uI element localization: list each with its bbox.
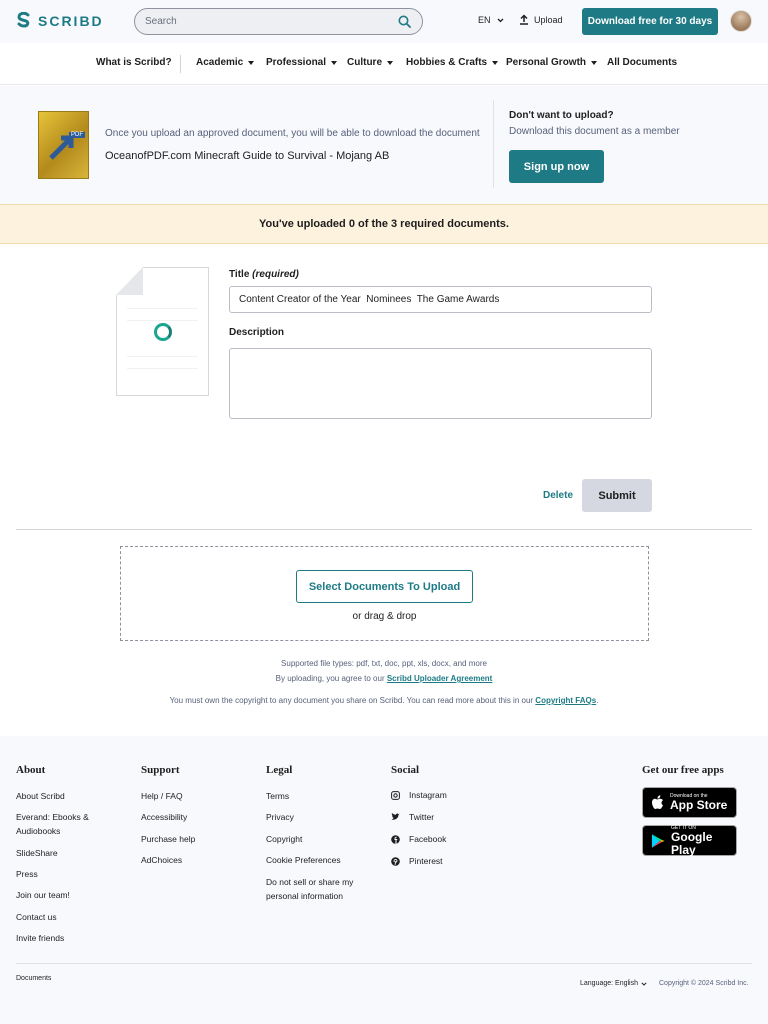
title-label: Title (required) [229, 269, 299, 280]
site-footer [0, 736, 768, 1024]
footer-link-terms[interactable]: Terms [266, 791, 290, 801]
nav-item-what-is-scribd[interactable]: What is Scribd? [96, 57, 172, 68]
description-field[interactable] [229, 348, 652, 419]
google-play-icon [651, 833, 665, 849]
nav-item-all-documents[interactable]: All Documents [607, 57, 678, 68]
top-header [0, 0, 768, 43]
logo-text: SCRIBD [38, 13, 104, 29]
footer-link-adchoices[interactable]: AdChoices [141, 855, 183, 865]
select-documents-button[interactable]: Select Documents To Upload [296, 570, 473, 603]
nav-item-personal-growth[interactable]: Personal Growth [506, 57, 597, 68]
footer-link-facebook[interactable]: Facebook [391, 832, 446, 846]
footer-link-do-not-sell[interactable]: Do not sell or share my personal information [266, 877, 354, 901]
footer-link-purchase-help[interactable]: Purchase help [141, 834, 196, 844]
footer-copyright: Copyright © 2024 Scribd Inc. [659, 980, 749, 987]
upload-link[interactable] [519, 14, 563, 25]
footer-link-everand[interactable]: Everand: Ebooks & Audiobooks [16, 812, 89, 836]
footer-link-invite[interactable]: Invite friends [16, 933, 65, 943]
footer-language-selector[interactable]: Language: English [580, 980, 647, 987]
page-fold [116, 267, 143, 295]
chevron-down-icon [641, 982, 647, 986]
scribd-logo[interactable] [16, 12, 104, 30]
footer-legal-heading: Legal [266, 764, 293, 776]
target-document-title: OceanofPDF.com Minecraft Guide to Survival - Mojang AB [105, 150, 390, 162]
googleplay-small-text: GET IT ON [671, 824, 696, 831]
caret-down-icon [387, 61, 393, 65]
uploader-agreement-note: By uploading, you agree to our Scribd Uploader Agreement [275, 674, 493, 683]
footer-social-heading: Social [391, 764, 420, 776]
caret-down-icon [331, 61, 337, 65]
nav-item-academic[interactable]: Academic [196, 57, 254, 68]
nav-divider [180, 55, 181, 73]
user-avatar[interactable] [730, 10, 752, 32]
pinterest-icon [391, 857, 400, 866]
copyright-note: You must own the copyright to any document you share on Scribd. You can read more about this in our Copyright FAQs. [169, 696, 599, 705]
chevron-down-icon [497, 18, 504, 23]
caret-down-icon [492, 61, 498, 65]
upload-label: Upload [534, 14, 563, 25]
footer-link-help[interactable]: Help / FAQ [141, 791, 183, 801]
appstore-big-text: App Store [670, 798, 728, 812]
document-cover-thumbnail [38, 111, 89, 179]
drag-drop-hint: or drag & drop [352, 611, 417, 622]
footer-link-contact[interactable]: Contact us [16, 912, 57, 922]
google-play-badge[interactable] [642, 825, 737, 856]
nav-item-hobbies-crafts[interactable]: Hobbies & Crafts [406, 57, 498, 68]
copyright-faqs-link[interactable]: Copyright FAQs [535, 696, 597, 705]
footer-apps-heading: Get our free apps [642, 764, 724, 776]
nav-item-culture[interactable]: Culture [347, 57, 393, 68]
twitter-icon [391, 813, 400, 822]
info-divider [493, 100, 494, 188]
download-free-button[interactable]: Download free for 30 days [582, 8, 718, 35]
search-input[interactable] [145, 16, 396, 27]
caret-down-icon [248, 61, 254, 65]
footer-link-instagram[interactable]: Instagram [391, 788, 447, 802]
upload-icon [519, 14, 529, 25]
language-code: EN [478, 15, 491, 25]
footer-link-join-team[interactable]: Join our team! [16, 890, 70, 900]
footer-link-press[interactable]: Press [16, 869, 38, 879]
app-store-badge[interactable] [642, 787, 737, 818]
footer-link-pinterest[interactable]: Pinterest [391, 854, 443, 868]
footer-link-accessibility[interactable]: Accessibility [141, 812, 188, 822]
instagram-icon [391, 791, 400, 800]
language-selector[interactable] [478, 15, 504, 25]
file-drop-zone[interactable] [120, 546, 649, 641]
search-icon[interactable] [396, 14, 412, 30]
title-field[interactable] [229, 286, 652, 313]
footer-divider [16, 963, 752, 964]
footer-about-heading: About [16, 764, 46, 776]
footer-link-about-scribd[interactable]: About Scribd [16, 791, 65, 801]
facebook-icon [391, 835, 400, 844]
uploader-agreement-link[interactable]: Scribd Uploader Agreement [386, 674, 493, 683]
loading-spinner-icon [154, 323, 172, 341]
footer-link-slideshare[interactable]: SlideShare [16, 848, 58, 858]
uploaded-file-thumbnail [116, 267, 209, 396]
googleplay-big-text: Google Play [671, 829, 713, 857]
category-nav [0, 43, 768, 85]
delete-button[interactable]: Delete [543, 490, 574, 501]
nav-item-professional[interactable]: Professional [266, 57, 337, 68]
supported-file-types: Supported file types: pdf, txt, doc, ppt, xls, docx, and more [281, 659, 487, 668]
upload-info-section [0, 86, 768, 204]
scribd-logo-icon [16, 12, 32, 30]
submit-button[interactable]: Submit [582, 479, 652, 512]
section-divider [16, 529, 752, 530]
member-title: Don't want to upload? [509, 110, 614, 121]
upload-progress-banner: You've uploaded 0 of the 3 required documents. [0, 204, 768, 244]
sign-up-button[interactable]: Sign up now [509, 150, 604, 183]
footer-documents-link[interactable]: Documents [16, 975, 52, 982]
search-bar[interactable] [134, 8, 423, 35]
appstore-small-text: Download on the [670, 793, 708, 799]
footer-support-heading: Support [141, 764, 180, 776]
description-label: Description [229, 327, 285, 338]
apple-icon [651, 795, 664, 810]
footer-link-cookie-preferences[interactable]: Cookie Preferences [266, 855, 341, 865]
upload-info-subtitle: Once you upload an approved document, you will be able to download the document [105, 128, 480, 139]
pdf-tag: PDF [71, 132, 83, 138]
footer-link-copyright[interactable]: Copyright [266, 834, 303, 844]
caret-down-icon [591, 61, 597, 65]
required-marker: (required) [252, 269, 299, 280]
footer-link-privacy[interactable]: Privacy [266, 812, 294, 822]
footer-link-twitter[interactable]: Twitter [391, 810, 434, 824]
member-subtitle: Download this document as a member [509, 126, 680, 137]
